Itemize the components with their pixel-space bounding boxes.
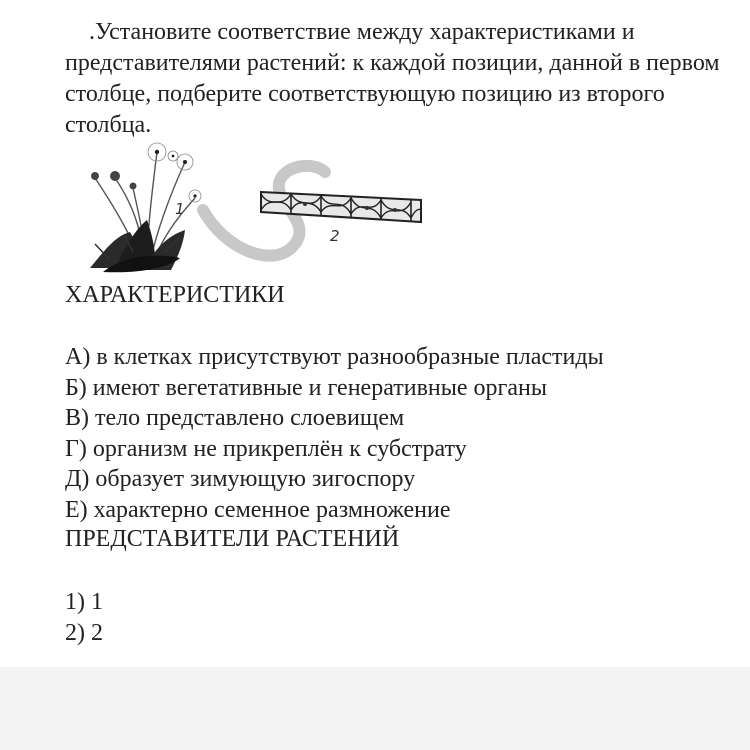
figure-label-1: 1: [175, 200, 185, 218]
plants-figure: [75, 140, 445, 280]
representative-item: 1) 1: [65, 589, 103, 615]
characteristic-item: А) в клетках присутствуют разнообразные пластиды: [65, 344, 604, 370]
characteristics-list: [65, 342, 604, 525]
representatives-heading: ПРЕДСТАВИТЕЛИ РАСТЕНИЙ: [65, 526, 400, 552]
characteristic-item: Г) организм не прикреплён к субстрату: [65, 435, 467, 462]
characteristic-item: В) тело представлено слоевищем: [65, 405, 405, 431]
figure-label-2: 2: [330, 227, 340, 245]
representative-item: 2) 2: [65, 619, 103, 646]
characteristic-item: Е) характерно семенное размножение: [65, 496, 451, 523]
task-text: .Установите соответствие между характеристиками и представителями растений: к каждой позиции, данной в первом столбце, подберите соответствующую позицию из второго столбца.: [65, 19, 720, 138]
characteristic-item: Б) имеют вегетативные и генеративные органы: [65, 374, 547, 401]
characteristic-item: Д) образует зимующую зигоспору: [65, 466, 416, 492]
dandelion-drawing: [90, 143, 201, 272]
representatives-list: [65, 587, 103, 648]
spirogyra-drawing: [261, 192, 421, 245]
characteristics-heading: ХАРАКТЕРИСТИКИ: [65, 282, 285, 308]
